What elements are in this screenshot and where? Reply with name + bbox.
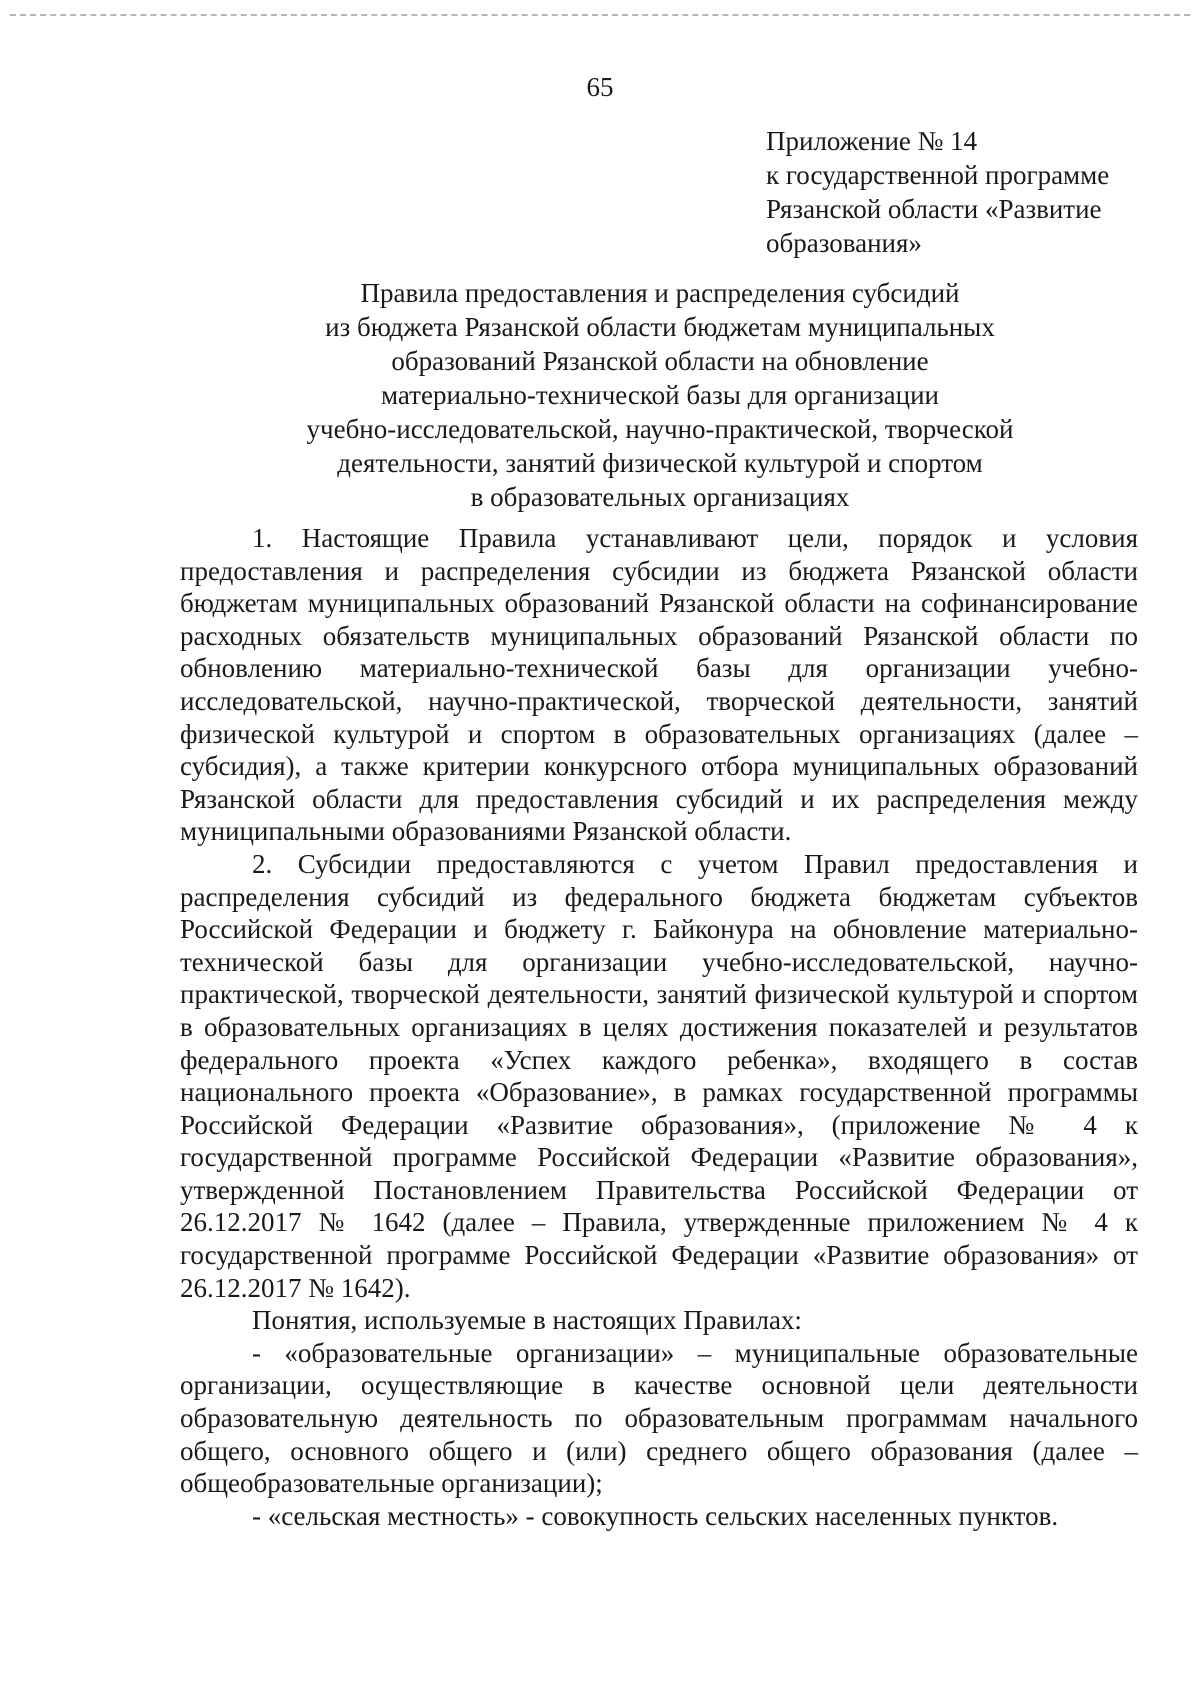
title-line: учебно-исследовательской, научно-практической, творческой xyxy=(306,414,1014,444)
definitions-intro: Понятия, используемые в настоящих Правилах: xyxy=(252,1305,802,1336)
definition-educational-organizations: - «образовательные организации» – муниципальные образовательные организации, осуществляющие в качестве основной цели деятельности образовательную деятельность по образовательным программам начального общего, основного общего и (или) среднего общего образования (далее – общеобразовательные организации); xyxy=(180,1337,1138,1499)
appendix-line: Рязанской области «Развитие xyxy=(766,194,1102,224)
title-line: деятельности, занятий физической культурой и спортом xyxy=(337,448,983,478)
definition-rural-area: - «сельская местность» - совокупность сельских населенных пунктов. xyxy=(252,1500,1059,1531)
appendix-line: образования» xyxy=(766,228,922,258)
title-line: в образовательных организациях xyxy=(470,482,850,512)
appendix-line: к государственной программе xyxy=(766,160,1110,190)
title-line: образований Рязанской области на обновление xyxy=(391,346,929,376)
title-line: Правила предоставления и распределения субсидий xyxy=(360,278,960,308)
appendix-header xyxy=(766,124,1186,260)
scan-edge-artifact xyxy=(10,14,1190,16)
title-line: из бюджета Рязанской области бюджетам муниципальных xyxy=(325,312,995,342)
paragraph-2: 2. Субсидии предоставляются с учетом Правил предоставления и распределения субсидий из федерального бюджета бюджетам субъектов Российской Федерации и бюджету г. Байконура на обновление материально-технической базы для организации учебно-исследовательской, научно-практической, творческой деятельности, занятий физической культурой и спортом в образовательных организациях в целях достижения показателей и результатов федерального проекта «Успех каждого ребенка», входящего в состав национального проекта «Образование», в рамках государственной программы Российской Федерации «Развитие образования», (приложение № 4 к государственной программе Российской Федерации «Развитие образования», утвержденной Постановлением Правительства Российской Федерации от 26.12.2017 № 1642 (далее – Правила, утвержденные приложением № 4 к государственной программе Российской Федерации «Развитие образования» от 26.12.2017 № 1642). xyxy=(180,848,1138,1303)
appendix-line: Приложение № 14 xyxy=(766,126,978,156)
page-number: 65 xyxy=(586,72,614,102)
title-line: материально-технической базы для организации xyxy=(381,380,939,410)
document-body xyxy=(180,522,1138,1532)
document-title xyxy=(180,276,1140,514)
paragraph-1: 1. Настоящие Правила устанавливают цели, порядок и условия предоставления и распределения субсидии из бюджета Рязанской области бюджетам муниципальных образований Рязанской области на софинансирование расходных обязательств муниципальных образований Рязанской области по обновлению материально-технической базы для организации учебно-исследовательской, научно-практической, творческой деятельности, занятий физической культурой и спортом в образовательных организациях (далее – субсидия), а также критерии конкурсного отбора муниципальных образований Рязанской области для предоставления субсидий и их распределения между муниципальными образованиями Рязанской области. xyxy=(180,523,1138,847)
